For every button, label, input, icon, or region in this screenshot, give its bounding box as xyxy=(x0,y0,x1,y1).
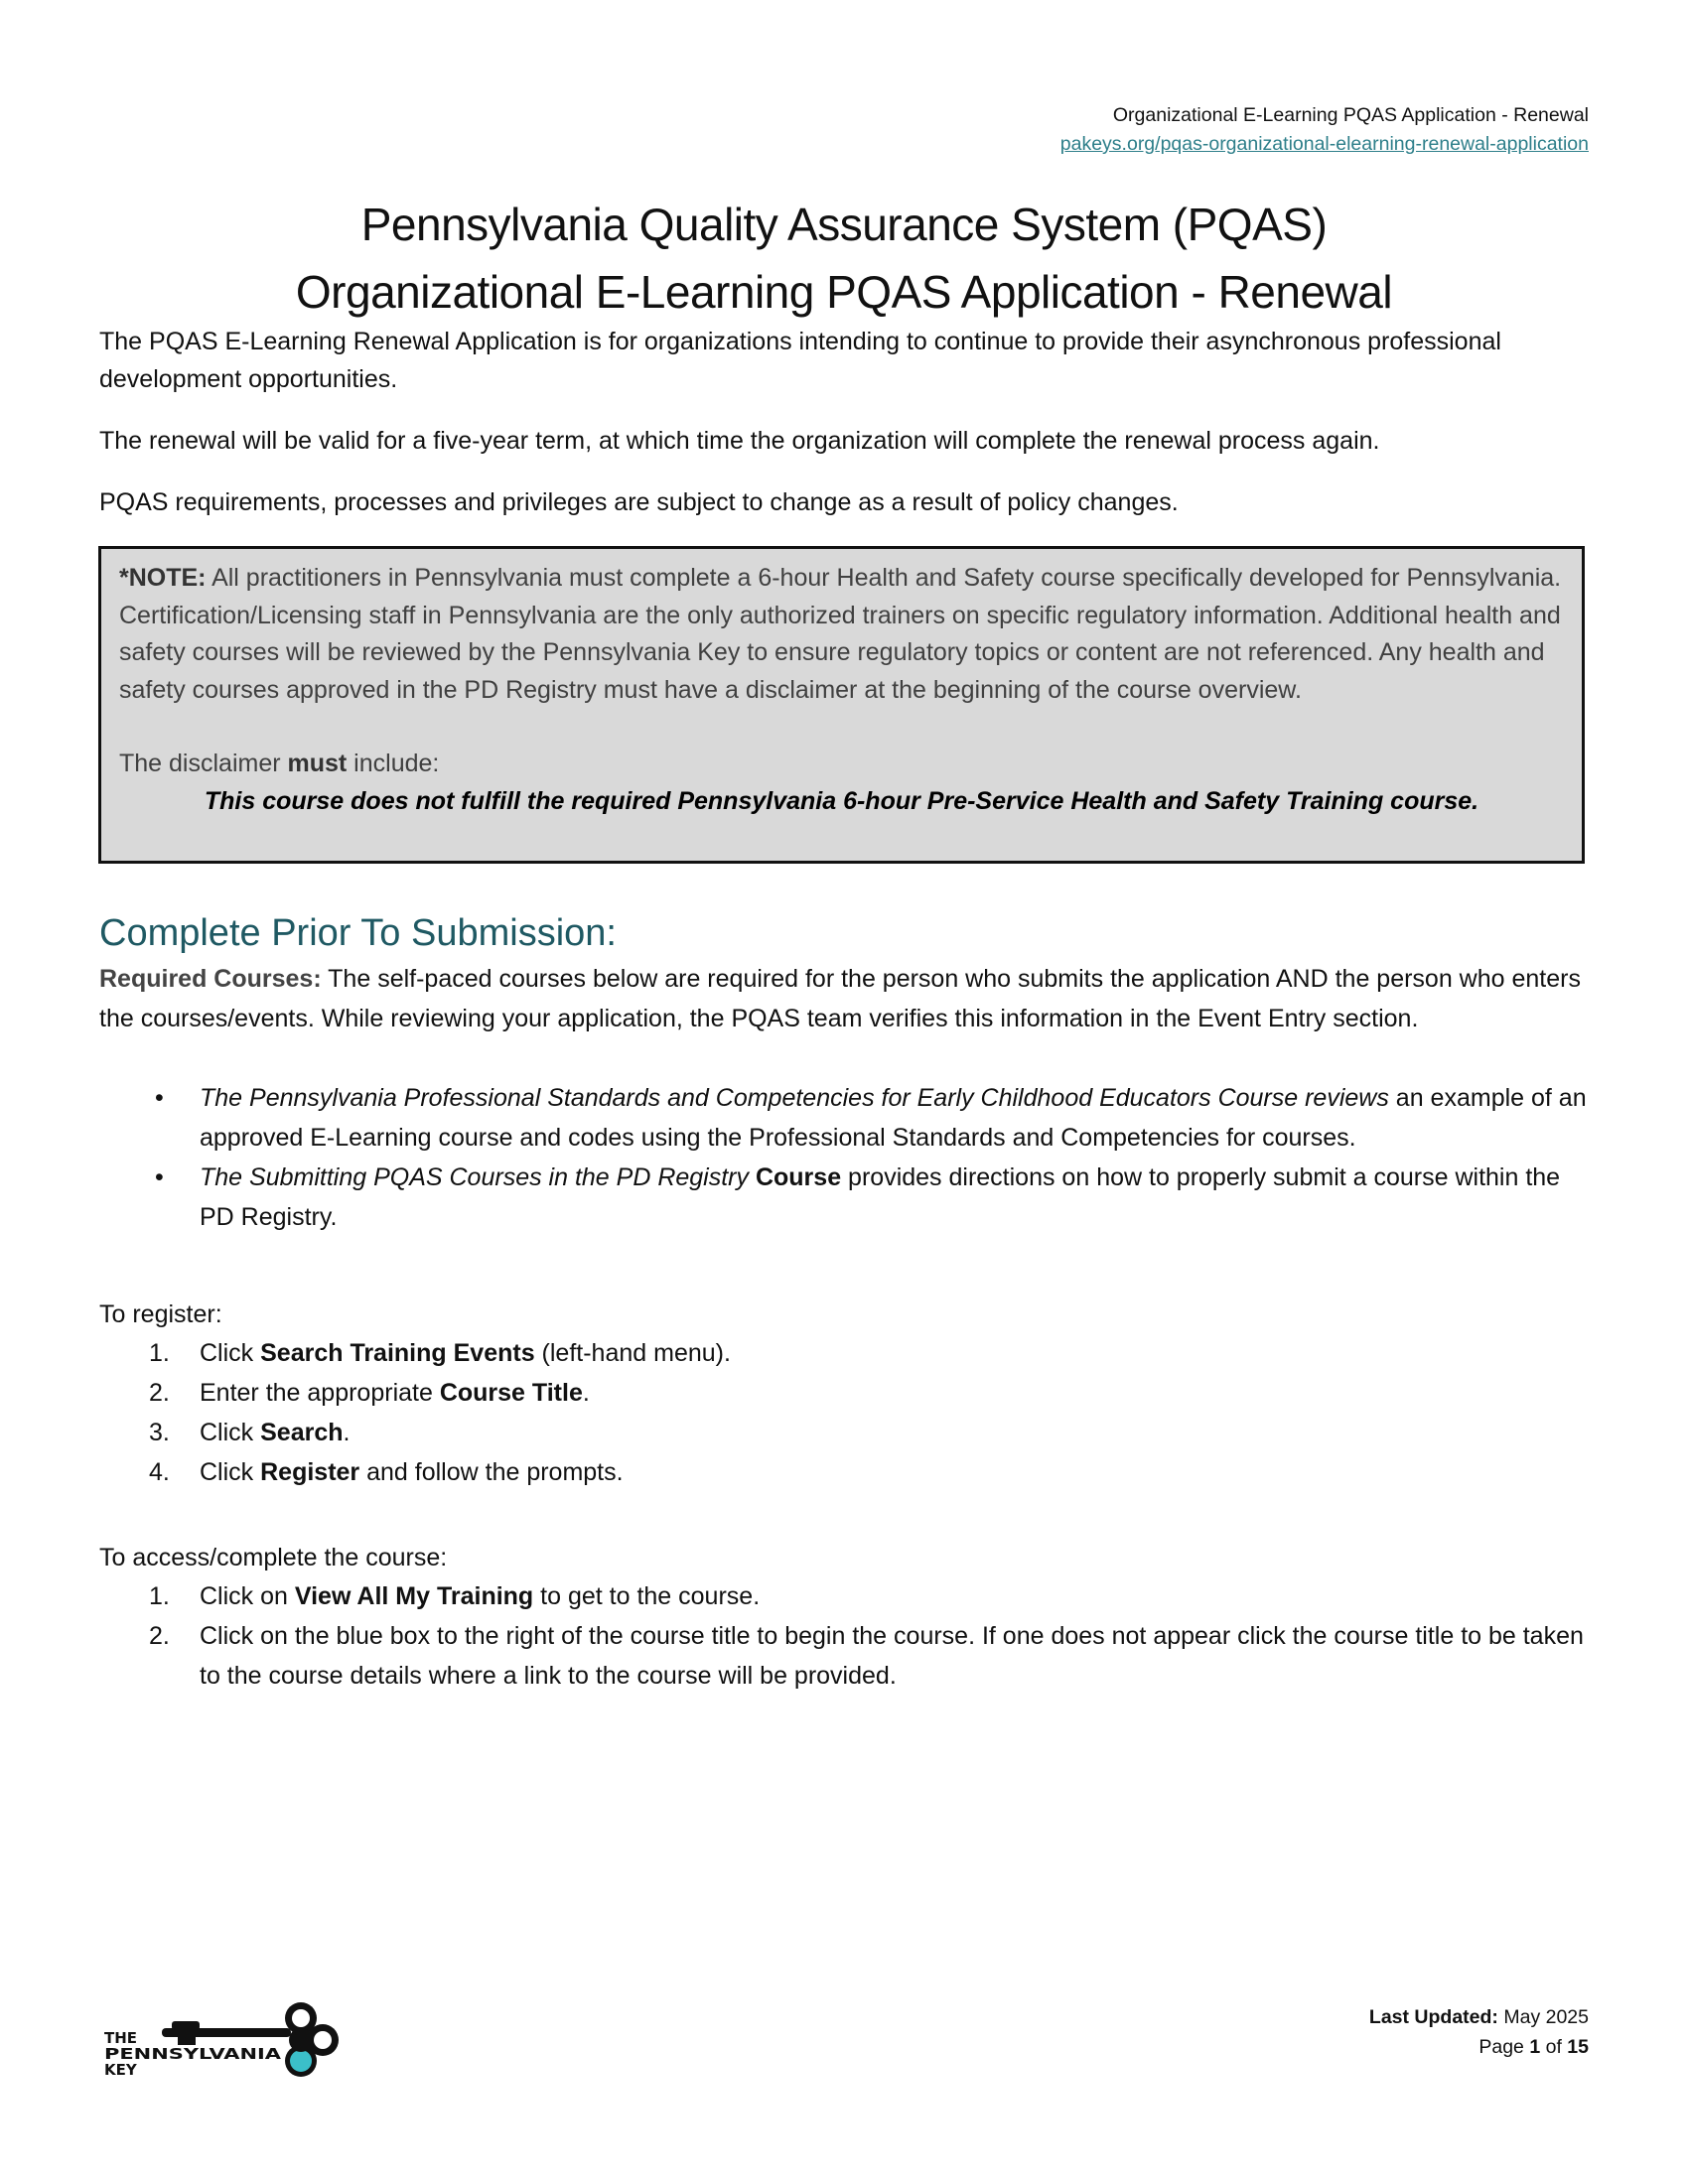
running-header xyxy=(1060,101,1589,159)
page-footer xyxy=(1369,2002,1589,2062)
key-logo-icon xyxy=(102,1995,351,2085)
intro-paragraph-1: The PQAS E-Learning Renewal Application is for organizations intending to continue to provide their asynchronous professional development opportunities. xyxy=(99,328,1501,393)
required-courses-paragraph: Required Courses: The self-paced courses below are required for the person who submits the application AND the person who enters the courses/events. While reviewing your application, the PQAS team verifies this information in the Event Entry section. xyxy=(99,965,1581,1032)
list-item: 2. Enter the appropriate Course Title. xyxy=(149,1379,590,1407)
logo-text-line-2: PENNSYLVANIA xyxy=(104,2045,282,2063)
list-item: 1. Click Search Training Events (left-hand menu). xyxy=(149,1339,731,1367)
key-bit-lower xyxy=(178,2035,196,2045)
disclaimer-intro: The disclaimer must include: xyxy=(119,750,440,777)
intro-paragraph-3: PQAS requirements, processes and privileges are subject to change as a result of policy changes. xyxy=(99,488,1179,516)
page-number: Page 1 of 15 xyxy=(1478,2036,1589,2058)
required-courses-list xyxy=(99,1078,1589,1237)
logo-text-line-3: KEY xyxy=(104,2061,137,2079)
access-steps xyxy=(99,1576,1589,1696)
header-doc-title: Organizational E-Learning PQAS Application - Renewal xyxy=(1112,104,1589,126)
last-updated: Last Updated: May 2025 xyxy=(1368,2006,1589,2028)
list-item: • The Submitting PQAS Courses in the PD Registry Course provides directions on how to properly submit a course within the PD Registry. xyxy=(99,1158,1589,1237)
disclaimer-quote: This course does not fulfill the required Pennsylvania 6-hour Pre-Service Health and Safety Training course. xyxy=(204,786,1479,815)
logo-text-line-1: THE xyxy=(104,2029,138,2047)
bullet-icon: • xyxy=(155,1084,164,1112)
bullet-icon: • xyxy=(155,1163,164,1191)
key-bit xyxy=(172,2021,200,2030)
header-link[interactable]: pakeys.org/pqas-organizational-elearning-renewal-application xyxy=(1059,133,1589,155)
intro-paragraph-2: The renewal will be valid for a five-year term, at which time the organization will complete the renewal process again. xyxy=(99,427,1380,455)
title-line-2: Organizational E-Learning PQAS Application - Renewal xyxy=(295,266,1393,318)
key-ring-accent xyxy=(290,2050,312,2072)
page-title xyxy=(99,191,1589,326)
list-item: 1. Click on View All My Training to get to the course. xyxy=(149,1582,761,1610)
title-line-1: Pennsylvania Quality Assurance System (PQAS) xyxy=(360,199,1328,250)
note-text: *NOTE: All practitioners in Pennsylvania must complete a 6-hour Health and Safety course specifically developed for Pennsylvania. Certification/Licensing staff in Pennsylvania are the only authorized trainers on specific regulatory information. Additional health and safety courses will be reviewed by the Pennsylvania Key to ensure regulatory topics or content are not referenced. Any health and safety courses approved in the PD Registry must have a disclaimer at the beginning of the course overview. xyxy=(119,564,1562,704)
list-item: 4. Click Register and follow the prompts. xyxy=(149,1458,624,1486)
note-box xyxy=(98,546,1585,864)
list-item: • The Pennsylvania Professional Standards and Competencies for Early Childhood Educators Course reviews an example of an approved E-Learning course and codes using the Professional Standards and Competencies for courses. xyxy=(99,1078,1589,1158)
list-item: 3. Click Search. xyxy=(149,1419,351,1446)
list-item: 2. Click on the blue box to the right of the course title to begin the course. If one does not appear click the course title to be taken to the course details where a link to the course will be provided. xyxy=(149,1622,1584,1690)
note-label: *NOTE: xyxy=(119,564,207,592)
access-label: To access/complete the course: xyxy=(99,1544,448,1571)
required-courses-label: Required Courses: xyxy=(99,965,322,993)
register-steps xyxy=(99,1333,1589,1492)
pennsylvania-key-logo xyxy=(102,1995,351,2085)
register-label: To register: xyxy=(99,1300,222,1328)
section-heading: Complete Prior To Submission: xyxy=(99,912,617,954)
